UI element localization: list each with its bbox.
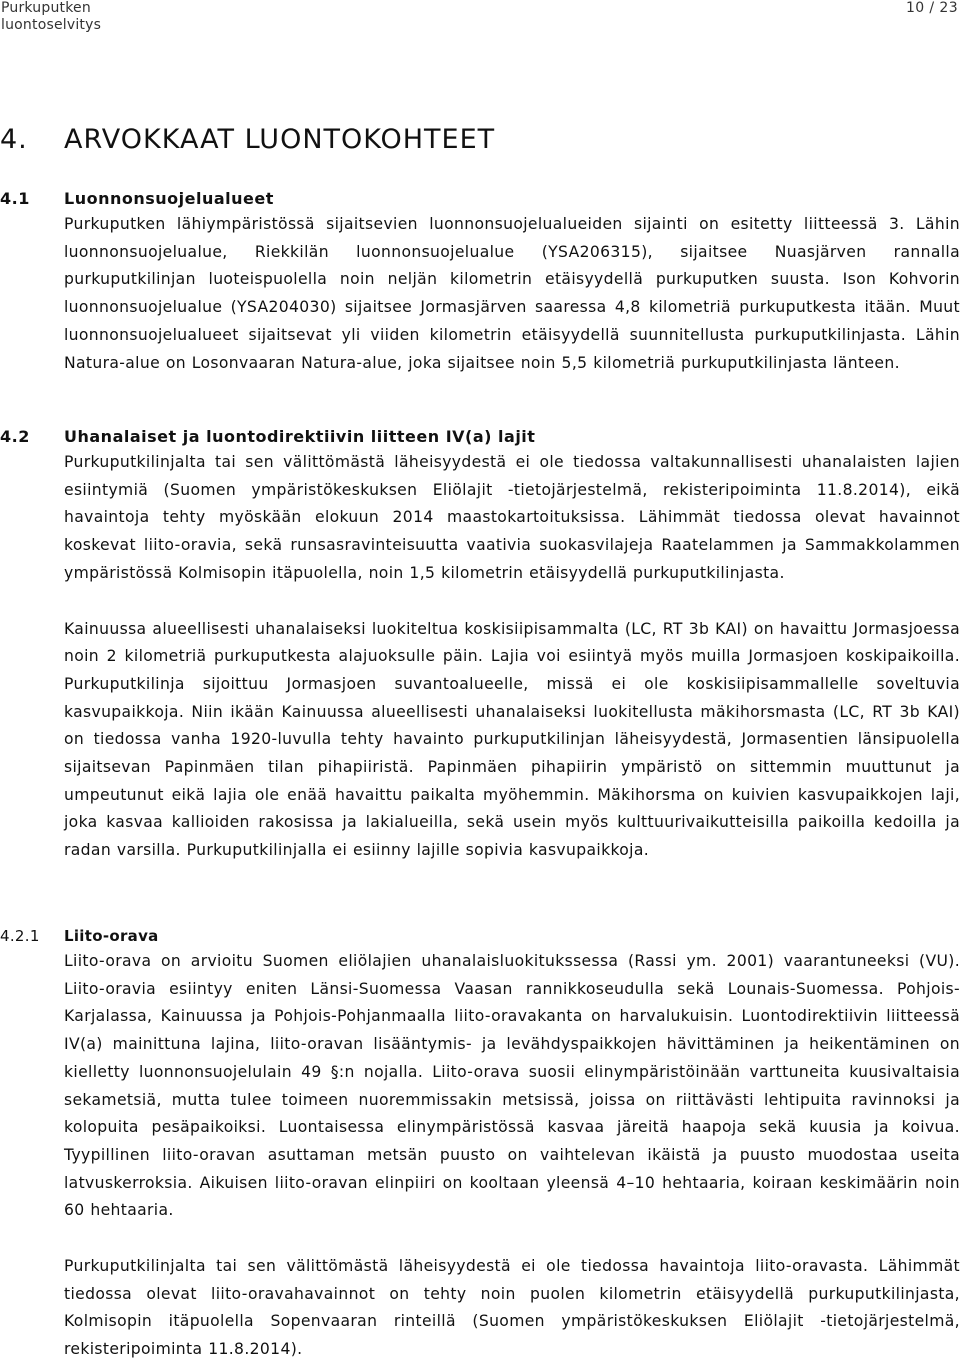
section-title: Uhanalaiset ja luontodirektiivin liitteen IV(a) lajit xyxy=(64,427,536,446)
chapter-number: 4. xyxy=(0,124,28,155)
section-title: Luonnonsuojelualueet xyxy=(64,189,274,208)
section-4-2 xyxy=(0,425,960,865)
section-paragraph: Purkuputken lähiympäristössä sijaitsevien luonnonsuojelualueiden sijainti on esitetty liitteessä 3. Lähin luonnonsuojelualue, Riekkilän luonnonsuojelualue (YSA206315), sijaitsee Nuasjärven rannalla purkuputkilinjan luoteispuolella noin neljän kilometrin etäisyydellä purkuputken suusta. Ison Kohvorin luonnonsuojelualue (YSA204030) sijaitsee Jormasjärven saaressa 4,8 kilometriä purkuputkesta itään. Muut luonnonsuojelualueet sijaitsevat yli viiden kilometrin etäisyydellä suunnitellusta purkuputkilinjasta. Lähin Natura-alue on Losonvaaran Natura-alue, joka sijaitsee noin 5,5 kilometriä purkuputkilinjasta länteen. xyxy=(64,215,960,372)
chapter-heading xyxy=(0,120,495,160)
chapter-title: ARVOKKAAT LUONTOKOHTEET xyxy=(64,124,496,155)
section-heading xyxy=(0,425,960,449)
section-4-2-1 xyxy=(0,924,960,1364)
header-title-line-2: luontoselvitys xyxy=(1,17,102,33)
section-number: 4.1 xyxy=(0,189,30,208)
subsection-heading xyxy=(0,924,960,948)
section-4-1 xyxy=(0,187,960,377)
header-title-line-1: Purkuputken xyxy=(1,0,91,16)
section-paragraph: Liito-orava on arvioitu Suomen eliölajien uhanalaisluokitukssessa (Rassi ym. 2001) vaarantuneeksi (VU). Liito-oravia esiintyy eniten Länsi-Suomessa Vaasan rannikkoseudulla sekä Lounais-Suomessa. Pohjois-Karjalassa, Kainuussa ja Pohjois-Pohjanmaalla liito-oravakanta on harvalukuisin. Luontodirektiivin liitteessä IV(a) mainittuna lajina, liito-oravan lisääntymis- ja levähdyspaikkojen hävittäminen ja heikentäminen on kielletty luonnonsuojelulain 49 §:n nojalla. Liito-orava suosii elinympäristöinään varttuneita kuusivaltaisia sekametsiä, mutta tulee toimeen nuoremmissakin metsissä, joissa on riittävästi lehtipuita ravinnoksi ja kolopuita pesäpaikoiksi. Luontaisessa elinympäristössä kasvaa järeitä haapoja sekä kuusia ja koivua. Tyypillinen liito-oravan asuttaman metsän puusto on vaihtelevan ikäistä ja puusto muodostaa useita latvuskerroksia. Aikuisen liito-oravan elinpiiri on kooltaan yleensä 4–10 hehtaaria, koiraan keskimäärin noin 60 hehtaaria. xyxy=(64,952,960,1220)
subsection-title: Liito-orava xyxy=(64,927,159,945)
section-number: 4.2 xyxy=(0,427,30,446)
section-paragraph: Kainuussa alueellisesti uhanalaiseksi luokiteltua koskisiipisammalta (LC, RT 3b KAI) on havaittu Jormasjoessa noin 2 kilometriä purkuputkesta alajuoksulle päin. Lajia voi esiintyä myös muilla Jormasjoen koskipaikoilla. Purkuputkilinja sijoittuu Jormasjoen suvantoalueelle, missä ei ole koskisiipisammallelle soveltuvia kasvupaikkoja. Niin ikään Kainuussa alueellisesti uhanalaiseksi luokitellusta mäkihorsmasta (LC, RT 3b KAI) on tiedossa vanha 1920-luvulla tehty havainto purkuputkilinjan läheisyydestä, Jormasentien länsipuolella sijaitsevan Papinmäen tilan pihapiiristä. Papinmäen pihapiirin ympäristö on sittemmin muuttunut ja umpeutunut eikä lajia ole enää havaittu paikalta myöhemmin. Mäkihorsma on kuivien kasvupaikkojen laji, joka kasvaa kallioiden rakosissa ja lakialueilla, sekä usein myös kulttuurivaikutteisilla paikoilla kedoilla ja radan varsilla. Purkuputkilinjalla ei esiinny lajille sopivia kasvupaikkoja. xyxy=(64,619,960,860)
section-paragraph: Purkuputkilinjalta tai sen välittömästä läheisyydestä ei ole tiedossa havaintoja liito-oravasta. Lähimmät tiedossa olevat liito-oravahavainnot on tehty noin puolen kilometrin etäisyydellä purkuputkilinjasta, Kolmisopin itäpuolella Sopenvaaran rinteillä (Suomen ympäristökeskuksen Eliölajit -tietojärjestelmä, rekisteripoiminta 11.8.2014). xyxy=(64,1257,960,1359)
section-paragraph: Purkuputkilinjalta tai sen välittömästä läheisyydestä ei ole tiedossa valtakunnallisesti uhanalaisten lajien esiintymiä (Suomen ympäristökeskuksen Eliölajit -tietojärjestelmä, rekisteripoiminta 11.8.2014), eikä havaintoja tehty myöskään elokuun 2014 maastokartoituksissa. Lähimmät tiedossa olevat havainnot koskevat liito-oravia, sekä runsasravinteisuutta vaativia suokasvilajeja Raatelammen ja Sammakkolammen ympäristössä Kolmisopin itäpuolella, noin 1,5 kilometrin etäisyydellä purkuputkilinjasta. xyxy=(64,453,960,582)
running-header-title xyxy=(1,0,101,34)
subsection-number: 4.2.1 xyxy=(0,927,40,945)
section-heading xyxy=(0,187,960,211)
page-number: 10 / 23 xyxy=(905,0,958,16)
